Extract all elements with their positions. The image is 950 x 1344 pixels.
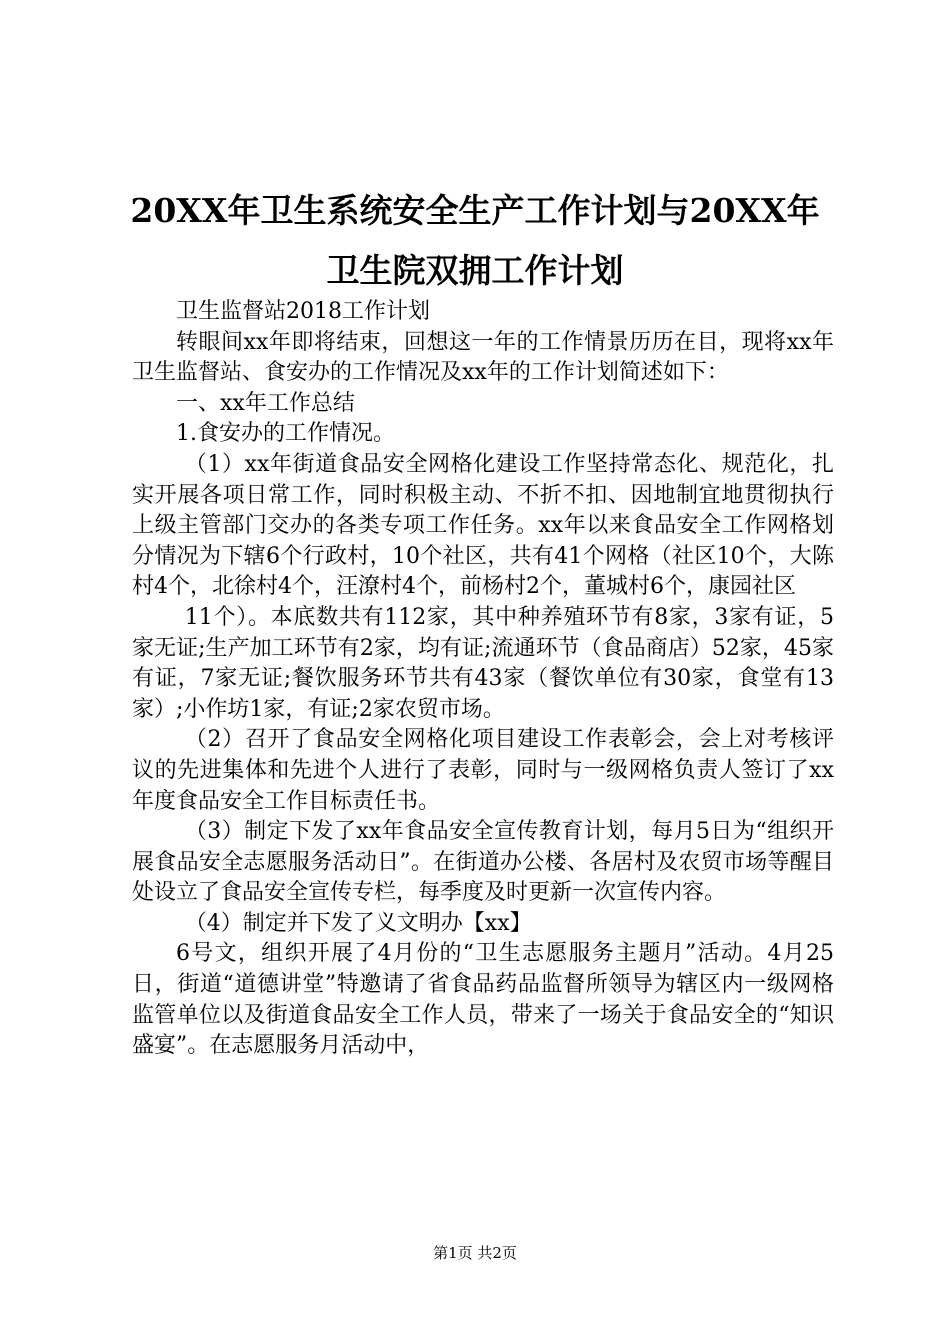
document-body [132,297,834,1062]
document-title-line-2: 卫生院双拥工作计划 [326,251,624,290]
paragraph: （1）xx年街道食品安全网格化建设工作坚持常态化、规范化，扎实开展各项日常工作，同时积极主动、不折不扣、因地制宜地贯彻执行上级主管部门交办的各类专项工作任务。xx年以来食品安全工作网格划分情况为下辖6个行政村，10个社区，共有41个网格（社区10个，大陈村4个，北徐村4个，汪潦村4个，前杨村2个，董城村6个，康园社区 [132,451,834,600]
document-title-line-1: 20XX年卫生系统安全生产工作计划与20XX年 [130,191,820,230]
paragraph: （3）制定下发了xx年食品安全宣传教育计划，每月5日为“组织开展食品安全志愿服务活动日”。在街道办公楼、各居村及农贸市场等醒目处设立了食品安全宣传专栏，每季度及时更新一次宣传内容。 [132,819,834,906]
paragraph: 转眼间xx年即将结束，回想这一年的工作情景历历在目，现将xx年卫生监督站、食安办的工作情况及xx年的工作计划简述如下： [132,329,834,386]
paragraph: 卫生监督站2018工作计划 [176,299,430,324]
page-footer: 第1页 共2页 [433,1244,517,1262]
paragraph: 6号文，组织开展了4月份的“卫生志愿服务主题月”活动。4月25日，街道“道德讲堂”特邀请了省食品药品监督所领导为辖区内一级网格监管单位以及街道食品安全工作人员，带来了一场关于食品安全的“知识盛宴”。在志愿服务月活动中， [132,941,834,1059]
paragraph: 一、xx年工作总结 [176,390,355,416]
paragraph: （4）制定并下发了义文明办【xx】 [184,910,532,936]
paragraph: （2）召开了食品安全网格化项目建设工作表彰会，会上对考核评议的先进集体和先进个人进行了表彰，同时与一级网格负责人签订了xx年度食品安全工作目标责任书。 [132,727,834,814]
paragraph: 1.食安办的工作情况。 [176,421,395,447]
paragraph: 11个）。本底数共有112家，其中种养殖环节有8家，3家有证，5家无证;生产加工环节有2家，均有证;流通环节（食品商店）52家，45家有证，7家无证;餐饮服务环节共有43家（餐饮单位有30家，食堂有13家）;小作坊1家，有证;2家农贸市场。 [132,604,834,722]
